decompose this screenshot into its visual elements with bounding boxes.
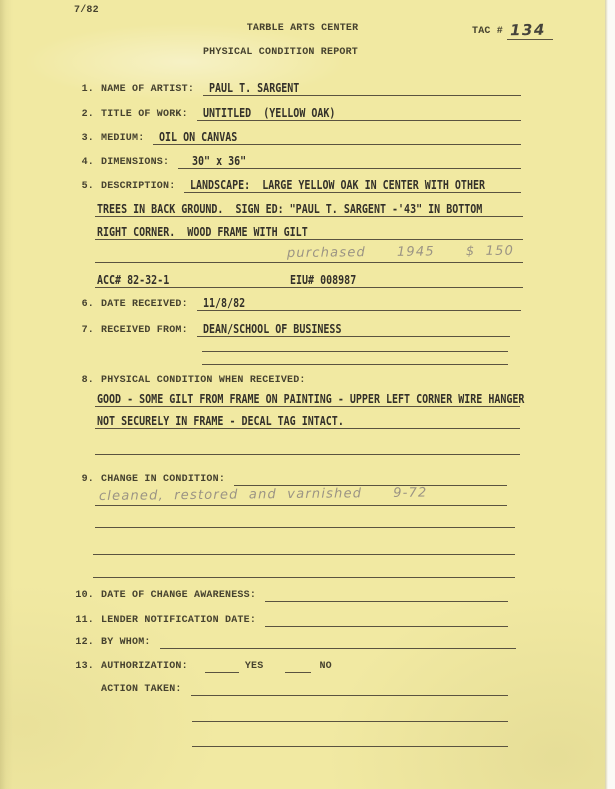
artist-value: PAUL T. SARGENT [209,80,300,95]
date-received-line [197,293,521,311]
change-condition-blank [93,547,515,555]
title-line [197,103,521,121]
medium-line [153,127,521,145]
field-label: RECEIVED FROM: [101,325,188,336]
by-whom-line [160,631,516,649]
change-awareness-line [265,584,508,602]
field-number: 3. [81,133,94,144]
field-row-by-whom [70,632,516,649]
scan-edge-strip [605,0,615,789]
field-label: DIMENSIONS: [101,157,170,168]
field-row-dimensions [70,152,521,169]
dimensions-line [178,151,521,169]
accession-row [95,271,523,288]
report-title: PHYSICAL CONDITION REPORT [202,47,359,58]
field-label: LENDER NOTIFICATION DATE: [101,615,257,626]
received-from-value: DEAN/SCHOOL OF BUSINESS [202,321,342,336]
field-row-authorization [70,656,521,673]
field-number: 11. [75,615,94,626]
field-number: 10. [75,590,94,601]
form-revision-code: 7/82 [74,5,99,16]
field-label: BY WHOM: [101,637,151,648]
received-from-line [197,319,510,337]
artist-line [203,78,521,96]
field-label: DATE OF CHANGE AWARENESS: [101,590,257,601]
condition-fill-1 [95,389,525,407]
field-number: 5. [81,181,94,192]
organization-title: TARBLE ARTS CENTER [246,23,359,34]
tac-number-handwritten: 134 [509,20,546,40]
description-value-3: RIGHT CORNER. WOOD FRAME WITH GILT [97,224,308,239]
accession-line [95,270,523,288]
change-condition-blank [95,520,515,528]
field-number: 4. [81,157,94,168]
field-label: DATE RECEIVED: [101,299,188,310]
description-line-1 [184,175,521,193]
change-condition-fill [95,485,507,506]
yes-checkbox-line [205,655,239,673]
blank-line [192,738,508,747]
received-from-blank [202,344,508,352]
field-number: 6. [81,299,94,310]
blank-line [95,446,520,455]
blank-line [93,569,515,578]
field-row-lender-notification [70,610,508,627]
purchase-pencil-note: purchased 1945 $ 150 [286,243,515,261]
description-line-4 [95,245,523,263]
action-taken-line [191,678,508,696]
change-condition-pencil-row [95,485,507,506]
blank-line [192,713,508,722]
condition-line-1 [95,390,525,407]
field-label: PHYSICAL CONDITION WHEN RECEIVED: [101,375,306,386]
field-label: NAME OF ARTIST: [101,84,195,95]
lender-notification-line [265,609,508,627]
tac-number-group [472,18,553,40]
date-received-value: 11/8/82 [202,295,245,310]
field-label: AUTHORIZATION: [101,661,188,672]
description-continuation [95,243,523,263]
title-value: UNTITLED (YELLOW OAK) [202,105,336,120]
condition-fill-2 [95,411,520,429]
field-row-received-from [70,320,510,337]
field-row-action-taken [70,679,508,696]
field-number: 1. [81,84,94,95]
field-row-date-received [70,294,521,311]
received-from-blank [202,357,508,365]
change-condition-blank [93,570,515,578]
blank-line [202,343,508,352]
field-label: MEDIUM: [101,133,145,144]
action-taken-blank [192,739,508,747]
field-number: 13. [75,661,94,672]
no-label: NO [319,661,332,672]
condition-blank [95,447,520,455]
field-row-artist [70,79,521,96]
field-label: CHANGE IN CONDITION: [101,474,226,485]
description-value-2: TREES IN BACK GROUND. SIGN ED: "PAUL T. SARGENT -'43" IN BOTTOM [97,201,483,216]
field-row-change-condition [70,469,507,486]
no-checkbox-line [285,655,311,673]
field-row-medium [70,128,521,145]
field-number: 2. [81,109,94,120]
field-label: TITLE OF WORK: [101,109,188,120]
restoration-pencil-note: cleaned, restored and varnished 9-72 [98,485,428,504]
medium-value: OIL ON CANVAS [159,129,238,144]
condition-value-2: NOT SECURELY IN FRAME - DECAL TAG INTACT. [97,413,344,428]
blank-line [93,546,515,555]
description-line-3 [95,222,523,240]
condition-line-2 [95,412,520,429]
description-continuation [95,200,523,217]
field-row-change-awareness [70,585,508,602]
condition-value-1: GOOD - SOME GILT FROM FRAME ON PAINTING - UPPER LEFT CORNER WIRE HANGER [97,391,525,406]
field-row-description [70,176,521,193]
blank-line [95,519,515,528]
tac-number-label: TAC # [472,26,504,37]
field-number: 12. [75,637,94,648]
dimensions-value: 30" x 36" [192,153,247,168]
field-label: DESCRIPTION: [101,181,176,192]
description-line-2 [95,199,523,217]
acc-number: ACC# 82-32-1 [97,272,170,287]
description-value-1: LANDSCAPE: LARGE YELLOW OAK IN CENTER WITH OTHER [190,177,486,192]
tac-number-line [507,17,553,40]
change-condition-line [234,468,507,486]
blank-line [202,356,508,365]
field-row-physical-condition [70,370,521,387]
yes-label: YES [244,661,264,672]
eiu-number: EIU# 008987 [290,272,357,287]
field-label: ACTION TAKEN: [101,684,182,695]
field-number: 9. [81,474,94,485]
field-number: 7. [81,325,94,336]
field-number: 8. [81,375,94,386]
field-row-title [70,104,521,121]
action-taken-blank [192,714,508,722]
description-continuation [95,223,523,240]
